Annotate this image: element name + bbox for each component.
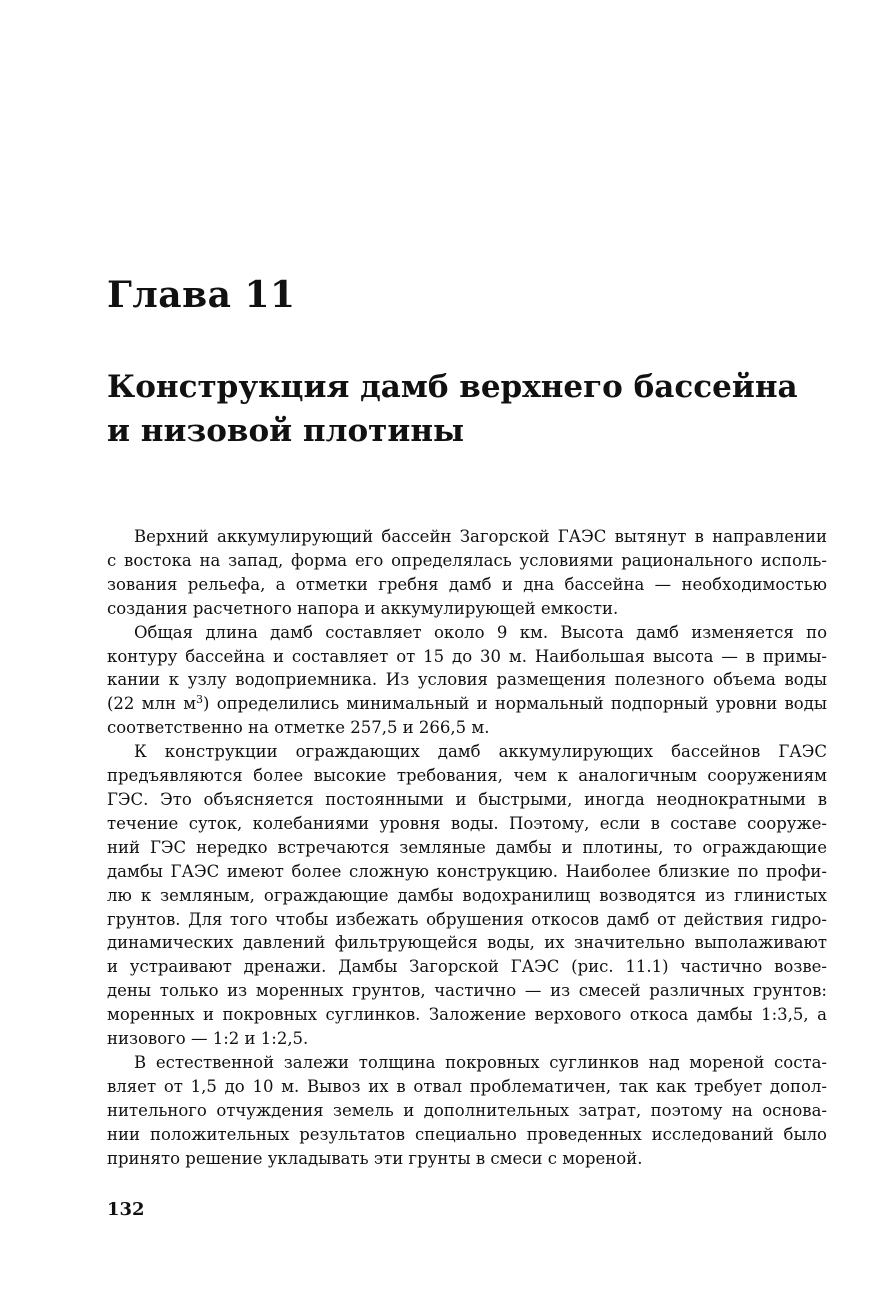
text-line: ний ГЭС нередко встречаются земляные дамбы и плотины, то ограждающие <box>107 837 827 857</box>
text-line: динамических давлений фильтрующейся воды, их значительно выполаживают <box>107 933 827 953</box>
text-line: нительного отчуждения земель и дополнительных затрат, поэтому на основа- <box>107 1100 827 1120</box>
text-line: дамбы ГАЭС имеют более сложную конструкцию. Наиболее близкие по профи- <box>107 861 827 881</box>
text-line: грунтов. Для того чтобы избежать обрушения откосов дамб от действия гидро- <box>107 909 827 929</box>
text-line: принято решение укладывать эти грунты в смеси с мореной. <box>107 1148 643 1168</box>
text-line: и устраивают дренажи. Дамбы Загорской ГАЭС (рис. 11.1) частично возве- <box>107 957 827 977</box>
text-line: моренных и покровных суглинков. Заложение верхового откоса дамбы 1:3,5, а <box>107 1005 827 1025</box>
text-line: вляет от 1,5 до 10 м. Вывоз их в отвал проблематичен, так как требует допол- <box>107 1076 827 1096</box>
text-line: с востока на запад, форма его определялась условиями рационального исполь- <box>107 550 827 570</box>
text-line-with-superscript <box>107 692 827 716</box>
text-line: предъявляются более высокие требования, чем к аналогичным сооружениям <box>107 766 827 786</box>
paragraph-1 <box>107 525 827 621</box>
paragraph-3 <box>107 740 827 1051</box>
text-line: нии положительных результатов специально проведенных исследований было <box>107 1124 827 1144</box>
text-line: создания расчетного напора и аккумулирующей емкости. <box>107 598 619 618</box>
text-line: кании к узлу водоприемника. Из условия размещения полезного объема воды <box>107 670 827 690</box>
text-fragment: (22 млн м <box>107 694 197 714</box>
text-line: зования рельефа, а отметки гребня дамб и дна бассейна — необходимостью <box>107 574 827 594</box>
superscript: 3 <box>196 693 204 707</box>
text-line: В естественной залежи толщина покровных суглинков над мореной соста- <box>134 1052 827 1072</box>
text-line: Общая длина дамб составляет около 9 км. Высота дамб изменяется по <box>134 622 827 642</box>
text-line: соответственно на отметке 257,5 и 266,5 м. <box>107 718 490 738</box>
text-line: низового — 1:2 и 1:2,5. <box>107 1029 309 1049</box>
chapter-title-line: и низовой плотины <box>107 413 465 449</box>
chapter-label: Глава 11 <box>107 274 296 316</box>
text-line: К конструкции ограждающих дамб аккумулирующих бассейнов ГАЭС <box>134 742 827 762</box>
chapter-title-line: Конструкция дамб верхнего бассейна <box>107 369 798 405</box>
text-line: лю к земляным, ограждающие дамбы водохранилищ возводятся из глинистых <box>107 885 827 905</box>
text-line: течение суток, колебаниями уровня воды. Поэтому, если в составе сооруже- <box>107 813 827 833</box>
paragraph-2 <box>107 621 827 741</box>
text-line: дены только из моренных грунтов, частично — из смесей различных грунтов: <box>107 981 827 1001</box>
page-number: 132 <box>107 1199 145 1220</box>
text-line: ГЭС. Это объясняется постоянными и быстрыми, иногда неоднократными в <box>107 789 827 809</box>
paragraph-4 <box>107 1051 827 1171</box>
body-text <box>107 525 827 1170</box>
chapter-title <box>107 365 827 453</box>
text-line: контуру бассейна и составляет от 15 до 30 м. Наибольшая высота — в примы- <box>107 646 827 666</box>
text-fragment: ) определились минимальный и нормальный подпорный уровни воды <box>203 694 827 714</box>
text-line: Верхний аккумулирующий бассейн Загорской ГАЭС вытянут в направлении <box>134 527 827 546</box>
